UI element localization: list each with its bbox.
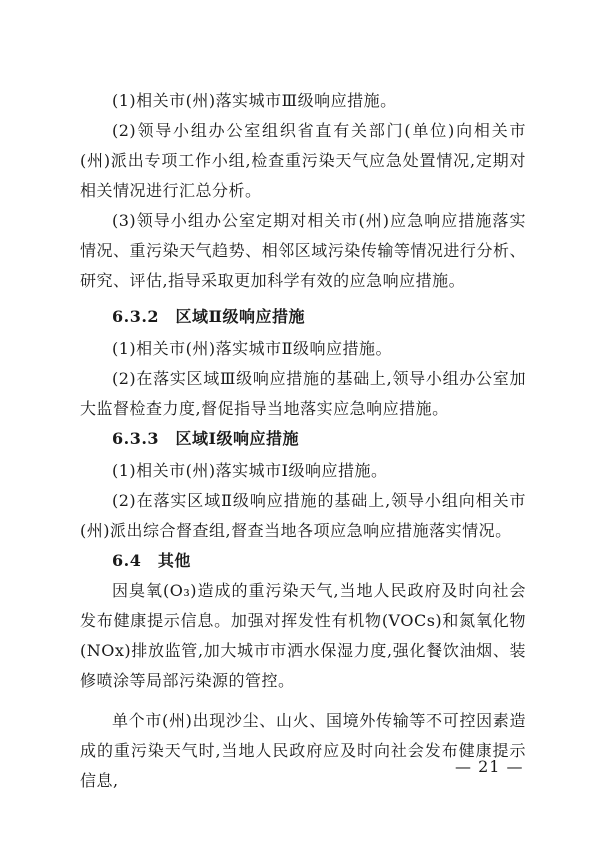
paragraph-2: (2)领导小组办公室组织省直有关部门(单位)向相关市(州)派出专项工作小组,检查重污染天气应急处置情况,定期对相关情况进行汇总分析。 (80, 121, 526, 200)
paragraph-1: (1)相关市(州)落实城市Ⅲ级响应措施。 (112, 91, 397, 110)
paragraph-7: (2)在落实区域Ⅱ级响应措施的基础上,领导小组向相关市(州)派出综合督查组,督查当地各项应急响应措施落实情况。 (80, 491, 526, 540)
paragraph-4: (1)相关市(州)落实城市Ⅱ级响应措施。 (112, 339, 393, 358)
page-number: — 21 — (455, 757, 524, 776)
paragraph-9: 单个市(州)出现沙尘、山火、国境外传输等不可控因素造成的重污染天气时,当地人民政府应及时向社会发布健康提示信息, (80, 711, 526, 790)
paragraph-3: (3)领导小组办公室定期对相关市(州)应急响应措施落实情况、重污染天气趋势、相邻区域污染传输等情况进行分析、研究、评估,指导采取更加科学有效的应急响应措施。 (80, 211, 526, 290)
section-heading-6-3-2: 6.3.2 区域Ⅱ级响应措施 (112, 307, 306, 326)
paragraph-5: (2)在落实区域Ⅲ级响应措施的基础上,领导小组办公室加大监督检查力度,督促指导当地落实应急响应措施。 (80, 369, 526, 418)
section-heading-6-3-3: 6.3.3 区域Ⅰ级响应措施 (112, 429, 300, 448)
paragraph-8: 因臭氧(O₃)造成的重污染天气,当地人民政府及时向社会发布健康提示信息。加强对挥发性有机物(VOCs)和氮氧化物(NOx)排放监管,加大城市市洒水保湿力度,强化餐饮油烟、装修喷涂等局部污染源的管控。 (80, 581, 526, 690)
paragraph-6: (1)相关市(州)落实城市Ⅰ级响应措施。 (112, 461, 388, 480)
section-heading-6-4: 6.4 其他 (112, 551, 191, 570)
